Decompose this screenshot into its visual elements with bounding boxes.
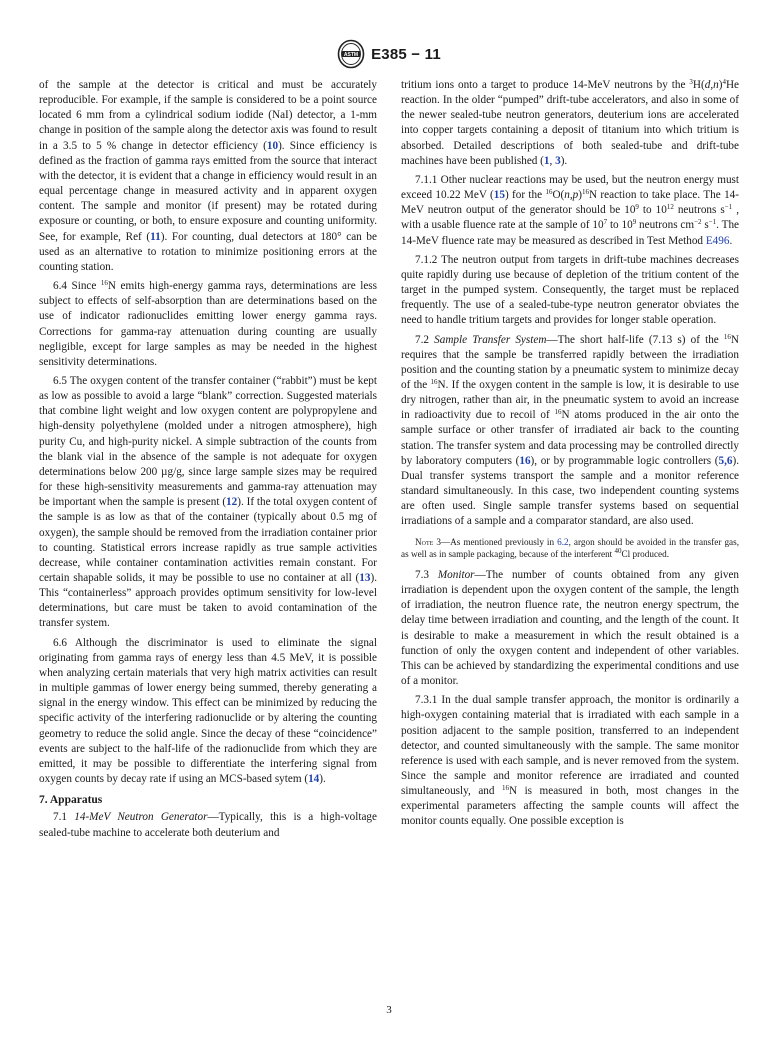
paragraph-6-6: 6.6 Although the discriminator is used to eliminate the signal originating from gamma rays of energy less than 4.5 MeV, it is possible when analyzing certain materials that very high matrix activities can result in multiple gammas of lower energy being summed, thereby generating a signal in the energy window. This effect can be minimized by reducing the specific activity of the interfering radionuclide or by altering the counting geometry to reduce the solid angle. Since the decay of these “coincidence” events are subject to the half-life of the radionuclide from which they are emitted, it may be possible to differentiate the interfering signal from oxygen counts by decay rate if using an MCS-based sytem (14).	[39, 636, 377, 786]
reference-link[interactable]: 5,6	[718, 454, 733, 467]
left-column	[39, 78, 377, 845]
reference-link[interactable]: 1	[543, 154, 550, 167]
reference-link[interactable]: 16	[519, 454, 531, 467]
paragraph-7-3: 7.3 Monitor—The number of counts obtained from any given irradiation is dependent upon the oxygen content of the sample, the length of irradiation, the neutron fluence rate, the neutron energy spectrum, the delay time between irradiation and counting, and the length of the count. It is desirable to make a measurement in which the result obtained is a function of only the oxygen content and independent of other variables. This can be achieved by standardizing the experimental conditions and use of a monitor.	[401, 568, 740, 688]
paragraph-7-3-1: 7.3.1 In the dual sample transfer approach, the monitor is ordinarily a high-oxygen containing material that is irradiated with each sample in a position adjacent to the sample position, transferred to an independent detector, and counted simultaneously with the sample. The same monitor reference is used with each sample, and is never removed from the system. Since the sample and monitor reference are irradiated and counted simultaneously, and $^{16}$N is measured in both, most changes in the experimental parameters affecting the sample counts will affect the monitor counts equally. One possible exception is	[401, 694, 739, 828]
right-column	[401, 78, 739, 834]
paragraph-6-3-continued: of the sample at the detector is critical and must be accurately reproducible. For example, if the sample is considered to be a point source located 6 mm from a cylindrical sodium iodide (NaI) detector, a 1-mm change in position of the sample along the detector axis was found to result in a 3.5 to 5 % change in detector efficiency (10). Since efficiency is defined as the fraction of gamma rays emitted from the source that interact with the detector, it is evident that a change in efficiency would result in an equal percentage change in measured activity and in apparent oxygen content. The sample and monitor (if present) may be rotated during exposure or counting, or both, to ensure exposure and counting uniformity. See, for example, Ref (11). For counting, dual detectors at 180° can be used as an alternative to rotation to minimize positioning errors at the counting station.	[39, 79, 378, 273]
page-number: 3	[386, 1004, 392, 1016]
reference-link[interactable]: 15	[493, 189, 505, 202]
reference-link[interactable]: 14	[308, 773, 320, 786]
paragraph-7-1-2: 7.1.2 The neutron output from targets in drift-tube machines decreases quite rapidly during use because of depletion of the tritium content of the target in the pumped system. Consequently, the target must be replaced frequently. The use of a sealed-tube-type neutron generator obviates the need to handle tritium targets and provides for longer stable operation.	[401, 253, 739, 327]
paragraph-6-4: 6.4 Since $^{16}$N emits high-energy gamma rays, determinations are less subject to effects of self-absorption than are determinations based on the use of indicator radionuclides emitting lower energy gamma rays. Corrections for gamma-ray attenuation during counting are usually negligible, except for large samples as may be needed in the highest sensitivity determinations.	[39, 279, 377, 368]
reference-link[interactable]: 10	[266, 139, 279, 152]
note-3: Note 3—As mentioned previously in 6.2, argon should be avoided in the transfer gas, as well as in sample packaging, because of the interferent $^{40}$Cl produced.	[401, 536, 739, 559]
section-link-6-2[interactable]: 6.2	[557, 536, 569, 547]
paragraph-7-1: 7.1 14-MeV Neutron Generator—Typically, this is a high-voltage sealed-tube machine to accelerate both deuterium and	[39, 811, 377, 839]
reference-link[interactable]: 13	[359, 572, 371, 584]
paragraph-7-2: 7.2 Sample Transfer System—The short half-life (7.13 s) of the $^{16}$N requires that the sample be transferred rapidly between the irradiation position and the counting station by a pneumatic system to minimize decay of the $^{16}$N. If the oxygen content in the sample is low, it is desirable to use dry nitrogen, rather than air, in the pneumatic system to avoid an increase in radioactivity due to recoil of $^{16}$N atoms produced in the air onto the sample surface or other transfer of irradiated air back to the counting station. The transfer system and data processing may be controlled directly by laboratory computers (16), or by programmable logic controllers (5,6). Dual transfer systems transport the sample and a monitor reference standard simultaneously. In this case, two independent counting systems are often used. Single sample transfer systems based on sequential irradiations of a sample and a comparator standard, are also used.	[401, 332, 740, 528]
standard-designation: E385 − 11	[371, 45, 441, 63]
section-heading-apparatus: 7. Apparatus	[39, 794, 103, 807]
paragraph-7-1-continued: tritium ions onto a target to produce 14-MeV neutrons by the $^3H(d,n)^4He$ reaction. In the older “pumped” drift-tube accelerators, and also in some of the newer sealed-tube neutron generators, deuterium ions are accelerated into copper targets containing a deposit of titanium into which tritium is absorbed. Detailed descriptions of both sealed-tube and drift-tube machines have been published (1, 3).	[401, 78, 739, 167]
reference-link[interactable]: 12	[226, 496, 238, 509]
paragraph-7-1-1: 7.1.1 Other nuclear reactions may be used, but the neutron energy must exceed 10.22 MeV (15) for the $^{16}O(n,p)^{16}N$ reaction to take place. The 14-MeV neutron output of the generator should be $10^9$ to $10^{12}$ neutrons $s^{-1}$ , with a usable fluence rate at the sample of $10^7$ to $10^9$ neutrons $cm^{-2}$ $s^{-1}$. The 14-MeV fluence rate may be measured as described in Test Method E496.	[401, 173, 739, 247]
reference-link[interactable]: 11	[150, 230, 161, 243]
svg-text:ASTM: ASTM	[344, 52, 359, 58]
standard-link-e496[interactable]: E496	[705, 234, 730, 247]
reference-link[interactable]: 3	[555, 154, 561, 167]
paragraph-6-5: 6.5 The oxygen content of the transfer container (“rabbit”) must be kept as low as possible to avoid a large “blank” correction. Suggested materials that combine light weight and low oxygen content are polypropylene and high-density polyethylene (molded under a nitrogen atmosphere), high purity Cu, and high-purity nickel. A simple subtraction of the counts from the blank vial in the absence of the sample is not adequate for oxygen determinations below 200 µg/g, since large sample sizes may be required for these high-sensitivity measurements and gamma-ray attenuation may be important when the sample is present (12). If the total oxygen content of the sample is as low as that of the container (typically about 0.5 mg of oxygen), the sample should be removed from the irradiation container prior to counting. Statistical errors increase rapidly as true sample activities decrease, while container contamination activities remain constant. For certain shapable solids, it may be possible to use no container at all (13). This “containerless” approach provides optimum sensitivity for low-level determinations, but care must be taken to avoid contamination of the transfer system.	[39, 374, 377, 630]
astm-logo-icon	[337, 39, 365, 69]
page-header	[0, 38, 778, 70]
